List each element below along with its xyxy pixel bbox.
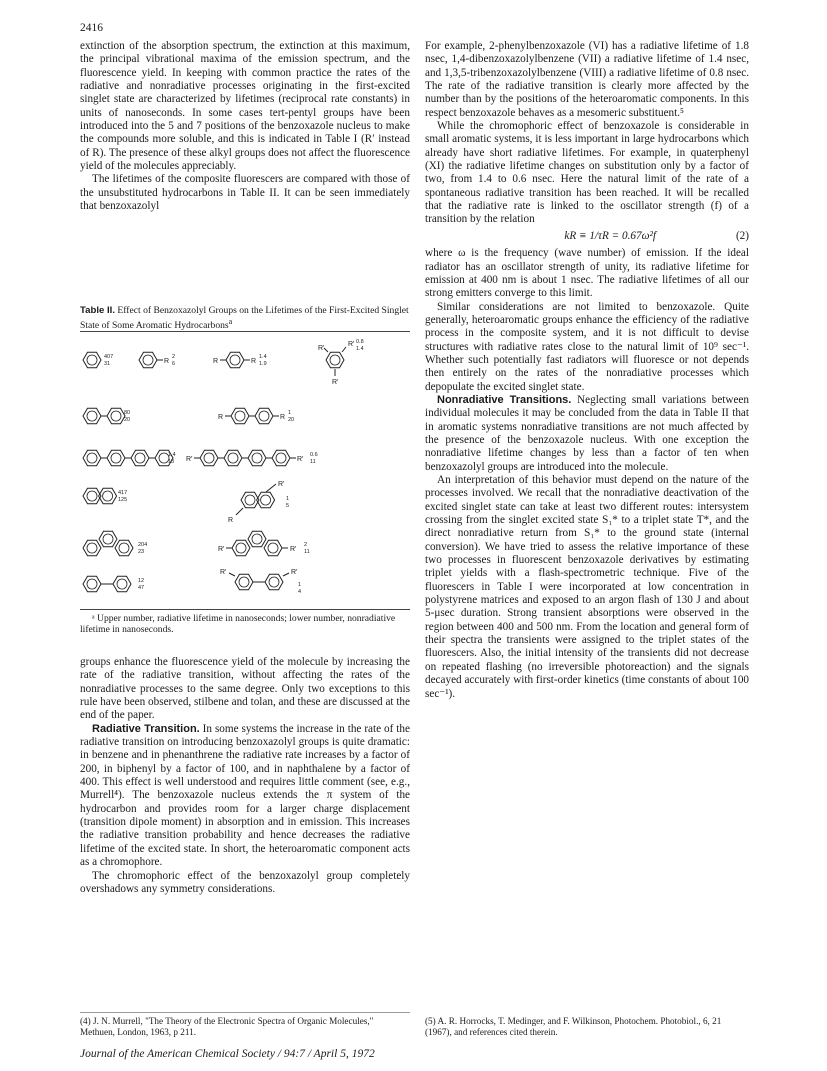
nonradiative-lifetime: 47 bbox=[138, 585, 145, 591]
aromatic-circle bbox=[111, 411, 121, 421]
radiative-text: In some systems the increase in the rate of the radiative transition on introducing benzoxazolyl groups is quite dramatic: in benzene and in phenanthrene the radiative rate increases by a factor of 200, in biphenyl by a factor of 100, and in naphthalene by a factor of 400. This effect is well understood and requires little comment (see, e.g., Murrell⁴). The benzoxazole nucleus extends the π system of the hydrocarbon and provides room for a larger charge displacement (transition dipole moment) in absorption and in emission. This increases the radiative transition probability and hence decreases the radiative lifetime of the excited state. In short, the heteroaromatic component acts as a chromophore. bbox=[80, 722, 410, 869]
structure-label: R bbox=[213, 358, 219, 365]
footnote-5: (5) A. R. Horrocks, T. Medinger, and F. Wilkinson, Photochem. Photobiol., 6, 21 (1967), and references cited therein. bbox=[425, 1016, 722, 1037]
right-paragraph-1: For example, 2-phenylbenzoxazole (VI) has a radiative lifetime of 1.8 nsec, 1,4-dibenzoxazolylbenzene (VII) a radiative lifetime of 1.4 nsec, and 1,3,5-tribenzoxazolylbenzene (VIII) a radiative lifetime of 0.8 nsec. The rate of the radiative transition is clearly more affected by the number than by the positions of the heteroaromatic components. In this respect benzoxazole behaves as a mesomeric substituent.⁵ bbox=[425, 40, 749, 119]
aromatic-circle bbox=[103, 534, 113, 544]
benzene-ring bbox=[264, 540, 282, 556]
table-top-rule bbox=[80, 331, 410, 332]
left-column bbox=[80, 40, 410, 213]
aromatic-circle bbox=[252, 453, 262, 463]
benzene-ring bbox=[139, 352, 157, 368]
right-paragraph-5: An interpretation of this behavior must depend on the nature of the processes involved. We recall that the nonradiative deactivation of the excited singlet state can take at least two different routes: intersystem crossing from the singlet excited state S₁* to a triplet state T*, and the direct nonradiative return from S₁* to the ground state (internal conversion). We have tried to assess the relative importance of these two processes in fluorescent benzoxazole derivatives by estimating triplet yields with a flash-spectrometric technique. Five of the fluorescers in Table I were incorporated at low concentration in polystyrene matrices and exposed to an argon flash of 130 J and about 5-μsec duration. Strong transient absorptions were observed in the region between 400 and 500 nm. From the location and general form of their spectra the transients were assigned to the triplet states of the fluorescers. Also, the initial intensity of the transients did not decrease on repeated flashing (no irreversible photoreaction) and the signals decayed accurately with first-order kinetics (time constants of about 100 sec⁻¹). bbox=[425, 474, 750, 700]
benzene-ring bbox=[235, 574, 253, 590]
right-column bbox=[425, 40, 749, 701]
radiative-lifetime: 417 bbox=[118, 490, 128, 496]
nonradiative-lifetime: 1.9 bbox=[259, 361, 267, 367]
page-number: 2416 bbox=[80, 22, 103, 34]
benzene-ring bbox=[83, 408, 101, 424]
aromatic-circle bbox=[228, 453, 238, 463]
equation-number: (2) bbox=[735, 229, 749, 242]
structure-label: R′ bbox=[348, 341, 355, 348]
aromatic-circle bbox=[87, 355, 97, 365]
radiative-lifetime: 204 bbox=[138, 542, 148, 548]
structure-label: R′ bbox=[220, 569, 227, 576]
radiative-lifetime: 1.4 bbox=[168, 452, 176, 458]
bond-line bbox=[266, 484, 276, 492]
table-title-text: Effect of Benzoxazolyl Groups on the Lifetimes of the First-Excited Singlet State of Some Aromatic Hydrocarbons bbox=[80, 305, 409, 332]
nonradiative-heading: Nonradiative Transitions. bbox=[437, 393, 572, 406]
footnote-rule-left bbox=[80, 1012, 410, 1013]
benzene-ring bbox=[115, 540, 133, 556]
structure-label: R bbox=[280, 414, 286, 421]
bond-line bbox=[324, 348, 328, 352]
nonradiative-lifetime: 1.4 bbox=[356, 346, 364, 352]
benzene-ring bbox=[226, 352, 244, 368]
aromatic-circle bbox=[276, 453, 286, 463]
aromatic-circle bbox=[261, 495, 271, 505]
structure-label: R′ bbox=[318, 345, 325, 352]
benzene-ring bbox=[83, 450, 101, 466]
benzene-ring bbox=[265, 574, 283, 590]
nonradiative-lifetime: 125 bbox=[118, 497, 128, 503]
bond-line bbox=[342, 347, 346, 352]
table-structures bbox=[80, 338, 410, 608]
radiative-lifetime: 2 bbox=[304, 542, 308, 548]
aromatic-circle bbox=[143, 355, 153, 365]
radiative-heading: Radiative Transition. bbox=[92, 722, 200, 735]
structure-label: R′ bbox=[186, 456, 193, 463]
aromatic-circle bbox=[103, 491, 113, 501]
benzene-ring bbox=[113, 576, 131, 592]
structure-label: R′ bbox=[290, 546, 297, 553]
table-title-sup: a bbox=[228, 317, 233, 326]
aromatic-circle bbox=[259, 411, 269, 421]
nonradiative-lifetime: 11 bbox=[304, 549, 310, 555]
structures-drawing bbox=[80, 338, 410, 608]
benzene-ring bbox=[107, 450, 125, 466]
radiative-lifetime: 0.8 bbox=[356, 339, 364, 345]
nonradiative-lifetime: 20 bbox=[288, 417, 295, 423]
benzene-ring bbox=[248, 531, 266, 547]
benzene-ring bbox=[232, 540, 250, 556]
nonradiative-lifetime: 31 bbox=[104, 361, 111, 367]
structure-label: R bbox=[218, 414, 224, 421]
benzene-ring bbox=[83, 352, 101, 368]
left-paragraph-1: extinction of the absorption spectrum, the extinction at this maximum, the principal vibrational maxima of the emission spectrum, and the fluorescence yield. In keeping with common practice the rates of the radiative and nonradiative processes originating in the first-excited singlet state are characterized by lifetimes (reciprocal rate constants) in units of nanoseconds. In some cases tert-pentyl groups have been introduced into the 5 and 7 positions of the benzoxazole nucleus to make the compounds more soluble, and this is indicated in Table I (R′ instead of R). The presence of these alkyl groups does not affect the fluorescence yield of the molecules appreciably. bbox=[80, 40, 410, 173]
table-bottom-rule bbox=[80, 609, 410, 610]
aromatic-circle bbox=[87, 491, 97, 501]
structure-label: R′ bbox=[297, 456, 304, 463]
bond-line bbox=[229, 573, 235, 576]
aromatic-circle bbox=[252, 534, 262, 544]
nonradiative-lifetime: 5 bbox=[286, 503, 290, 509]
right-paragraph-3: where ω is the frequency (wave number) of emission. If the ideal radiator has an oscillator strength of unity, its radiative lifetime for emission at 400 nm is about 1 nsec. The radiative lifetimes of all our strong emitters converge to this limit. bbox=[425, 247, 749, 300]
radiative-lifetime: 1 bbox=[286, 496, 290, 502]
table-title bbox=[80, 305, 410, 331]
table-label: Table II. bbox=[80, 305, 116, 316]
benzene-ring bbox=[326, 352, 344, 368]
aromatic-circle bbox=[111, 453, 121, 463]
bond-line bbox=[236, 508, 243, 515]
radiative-lifetime: 1 bbox=[298, 582, 302, 588]
aromatic-circle bbox=[236, 543, 246, 553]
aromatic-circle bbox=[204, 453, 214, 463]
radiative-lifetime: 2 bbox=[172, 354, 176, 360]
aromatic-circle bbox=[87, 579, 97, 589]
benzene-ring bbox=[272, 450, 290, 466]
structure-label: R bbox=[251, 358, 257, 365]
nonradiative-lifetime: 11 bbox=[310, 459, 316, 465]
aromatic-circle bbox=[87, 453, 97, 463]
nonradiative-lifetime: 20 bbox=[124, 417, 131, 423]
aromatic-circle bbox=[235, 411, 245, 421]
right-paragraph-4: Similar considerations are not limited to benzoxazole. Quite generally, heteroaromatic groups enhance the efficiency of the radiative process in the composite system, and it is not difficult to devise structures with radiative rates close to the natural limit of 10⁹ sec⁻¹. Whether such potentially fast radiators will fluoresce or not depends then entirely on the rates of the nonradiative processes which depopulate the excited singlet state. bbox=[425, 300, 749, 393]
equation-formula: kR ≡ 1/τR = 0.67ω²f bbox=[564, 229, 656, 242]
nonradiative-lifetime: 4 bbox=[298, 589, 302, 595]
radiative-lifetime: 0.6 bbox=[310, 452, 318, 458]
bond-line bbox=[283, 573, 289, 576]
nonradiative-paragraph bbox=[425, 394, 749, 474]
aromatic-circle bbox=[330, 355, 340, 365]
footnote-4: (4) J. N. Murrell, "The Theory of the Electronic Spectra of Organic Molecules," Methuen, London, 1963, p 211. bbox=[80, 1016, 374, 1037]
aromatic-circle bbox=[117, 579, 127, 589]
radiative-lifetime: 407 bbox=[104, 354, 114, 360]
right-paragraph-2: While the chromophoric effect of benzoxazole is considerable in small aromatic systems, it is less important in large hydrocarbons which already have short radiative lifetimes. For example, in quaterphenyl (XI) the radiative lifetime changes on substitution only by a factor of two, from 1.4 to 0.6 nsec. Here the natural limit of the rate of a spontaneous radiative transition has been reached. It will be recalled that the radiative rate is linked to the oscillator strength (f) of a transition by the relation bbox=[425, 120, 749, 226]
aromatic-circle bbox=[230, 355, 240, 365]
left-paragraph-2: The lifetimes of the composite fluorescers are compared with those of the unsubstituted hydrocarbons in Table II. It can be seen immediately that benzoxazolyl bbox=[80, 173, 410, 213]
benzene-ring bbox=[107, 408, 125, 424]
aromatic-circle bbox=[239, 577, 249, 587]
aromatic-circle bbox=[87, 411, 97, 421]
equation-2 bbox=[425, 230, 749, 243]
aromatic-circle bbox=[119, 543, 129, 553]
radiative-lifetime: 1 bbox=[288, 410, 292, 416]
nonradiative-lifetime: 23 bbox=[138, 549, 145, 555]
benzene-ring bbox=[224, 450, 242, 466]
benzene-ring bbox=[255, 408, 273, 424]
structure-label: R′ bbox=[291, 569, 298, 576]
structure-label: R bbox=[164, 358, 170, 365]
aromatic-circle bbox=[268, 543, 278, 553]
structure-label: R bbox=[228, 517, 234, 524]
left-column-lower bbox=[80, 656, 410, 896]
radiative-lifetime: 80 bbox=[124, 410, 131, 416]
benzene-ring bbox=[248, 450, 266, 466]
benzene-ring bbox=[131, 450, 149, 466]
structure-label: R′ bbox=[218, 546, 225, 553]
radiative-lifetime: 12 bbox=[138, 578, 145, 584]
aromatic-circle bbox=[269, 577, 279, 587]
nonradiative-lifetime: 6 bbox=[172, 361, 176, 367]
table-footnote: ᵃ Upper number, radiative lifetime in nanoseconds; lower number, nonradiative lifetime in nanoseconds. bbox=[80, 613, 396, 635]
radiative-lifetime: 1.4 bbox=[259, 354, 267, 360]
radiative-paragraph bbox=[80, 723, 410, 870]
aromatic-circle bbox=[135, 453, 145, 463]
structure-label: R′ bbox=[278, 481, 285, 488]
benzene-ring bbox=[231, 408, 249, 424]
journal-footer: Journal of the American Chemical Society / 94:7 / April 5, 1972 bbox=[80, 1048, 375, 1060]
nonradiative-text: Neglecting small variations between individual molecules it may be concluded from the data in Table II that in aromatic systems nonradiative transitions are not much affected by the presence of the benzoxazole nucleus. With one exception the nonradiative lifetime changes by less than a factor of ten when benzoxazolyl groups are introduced into the molecule. bbox=[425, 393, 749, 473]
chromophoric-paragraph: The chromophoric effect of the benzoxazolyl group completely overshadows any symmetry considerations. bbox=[80, 869, 410, 895]
structure-label: R′ bbox=[332, 379, 339, 386]
aromatic-circle bbox=[87, 543, 97, 553]
benzene-ring bbox=[83, 540, 101, 556]
nonradiative-lifetime: 13 bbox=[168, 459, 175, 465]
benzene-ring bbox=[83, 576, 101, 592]
benzene-ring bbox=[99, 531, 117, 547]
aromatic-circle bbox=[245, 495, 255, 505]
left-paragraph-3: groups enhance the fluorescence yield of the molecule by increasing the rate of the radiative transition, without affecting the rates of the nonradiative processes to the same degree. Only two exceptions to this rule have been observed, stilbene and tolan, and these are discussed at the end of the paper. bbox=[80, 656, 410, 722]
benzene-ring bbox=[200, 450, 218, 466]
